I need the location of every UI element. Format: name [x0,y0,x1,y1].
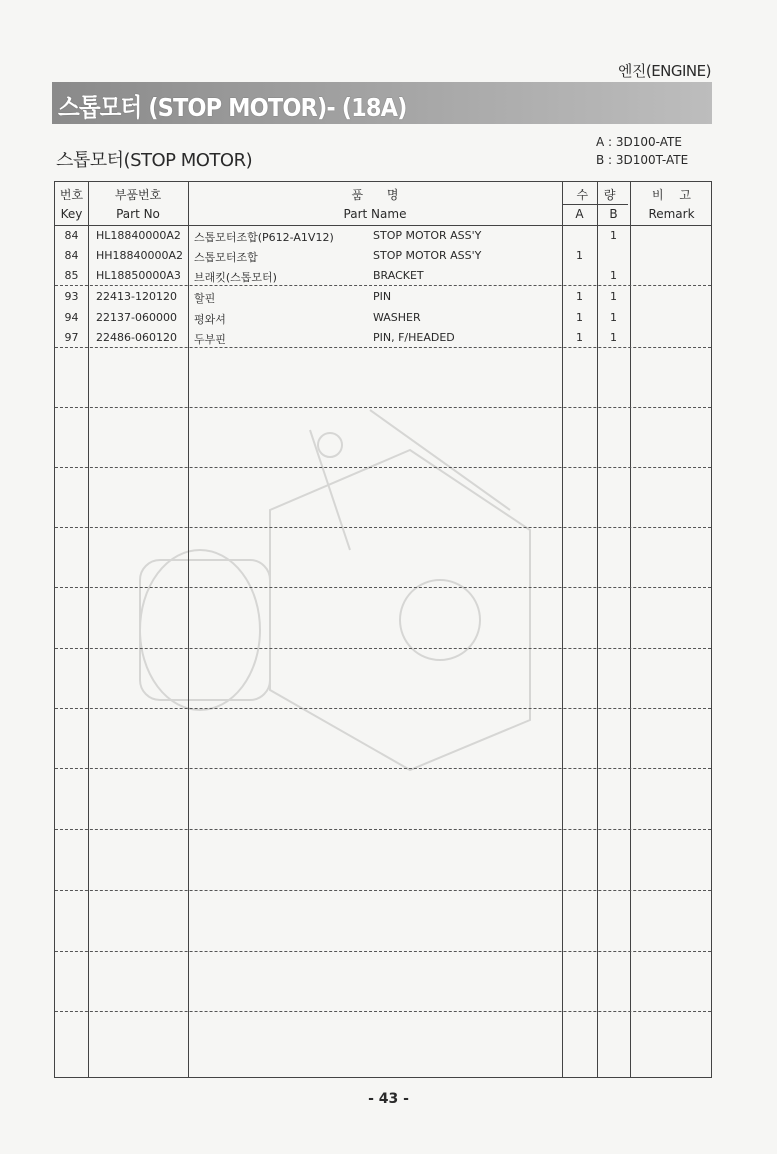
row-name-ko: 스톱모터조합 [194,251,258,264]
row-separator [55,648,711,649]
row-key: 97 [64,331,79,344]
row-separator [55,890,711,891]
qty-header-divider [562,204,628,205]
header-remark-ko: 비 고 [652,188,691,202]
header-qty-b: B [609,207,618,221]
row-name-en: PIN [373,290,392,303]
row-separator [55,587,711,588]
row-name-ko: 브래킷(스톱모터) [194,271,277,284]
parts-table [54,181,712,1078]
header-partno-ko: 부품번호 [114,188,162,202]
row-separator [55,527,711,528]
row-separator [55,347,711,348]
row-separator [55,829,711,830]
header-partno-en: Part No [116,207,160,221]
row-part-no: 22413-120120 [96,290,177,303]
col-divider [188,182,189,1077]
page-subtitle: 스톱모터(STOP MOTOR) [56,150,253,171]
row-part-no: HH18840000A2 [96,249,184,262]
row-name-ko: 할핀 [194,292,216,305]
row-qty-a: 1 [576,290,583,303]
row-separator [55,951,711,952]
row-part-no: HL18850000A3 [96,269,181,282]
header-qty-a: A [575,207,584,221]
model-b-label: B : 3D100T-ATE [596,153,689,167]
row-qty-b: 1 [610,331,617,344]
header-name-en: Part Name [343,207,407,221]
row-name-en: STOP MOTOR ASS'Y [373,229,482,242]
row-key: 94 [64,311,79,324]
row-separator [55,467,711,468]
col-divider [88,182,89,1077]
col-divider [630,182,631,1077]
header-key-ko: 번호 [59,188,84,202]
row-name-ko: 스톱모터조합(P612-A1V12) [194,231,334,244]
row-name-en: BRACKET [373,269,424,282]
row-name-en: STOP MOTOR ASS'Y [373,249,482,262]
page-number: - 43 - [368,1091,409,1107]
row-qty-b: 1 [610,229,617,242]
header-bottom-line [55,225,711,226]
row-qty-b: 1 [610,311,617,324]
row-qty-b: 1 [610,269,617,282]
row-separator [55,285,711,286]
row-part-no: 22137-060000 [96,311,177,324]
row-key: 84 [64,229,79,242]
row-qty-a: 1 [576,331,583,344]
row-qty-b: 1 [610,290,617,303]
row-qty-a: 1 [576,311,583,324]
row-key: 85 [64,269,79,282]
banner-title: 스톱모터 (STOP MOTOR)- (18A) [58,93,407,122]
header-qty-ko: 수 량 [576,188,616,202]
row-separator [55,1011,711,1012]
row-separator [55,407,711,408]
row-separator [55,768,711,769]
section-label: 엔진(ENGINE) [617,62,711,80]
header-name-ko: 품 명 [351,188,399,202]
row-qty-a: 1 [576,249,583,262]
header-remark-en: Remark [648,207,695,221]
row-name-ko: 두부핀 [194,333,226,346]
row-key: 84 [64,249,79,262]
row-separator [55,708,711,709]
model-a-label: A : 3D100-ATE [596,135,682,149]
header-key-en: Key [60,207,83,221]
row-part-no: HL18840000A2 [96,229,181,242]
title-banner [52,82,712,124]
row-name-en: WASHER [373,311,421,324]
row-part-no: 22486-060120 [96,331,177,344]
row-name-ko: 평와셔 [194,313,226,326]
row-name-en: PIN, F/HEADED [373,331,455,344]
row-key: 93 [64,290,79,303]
